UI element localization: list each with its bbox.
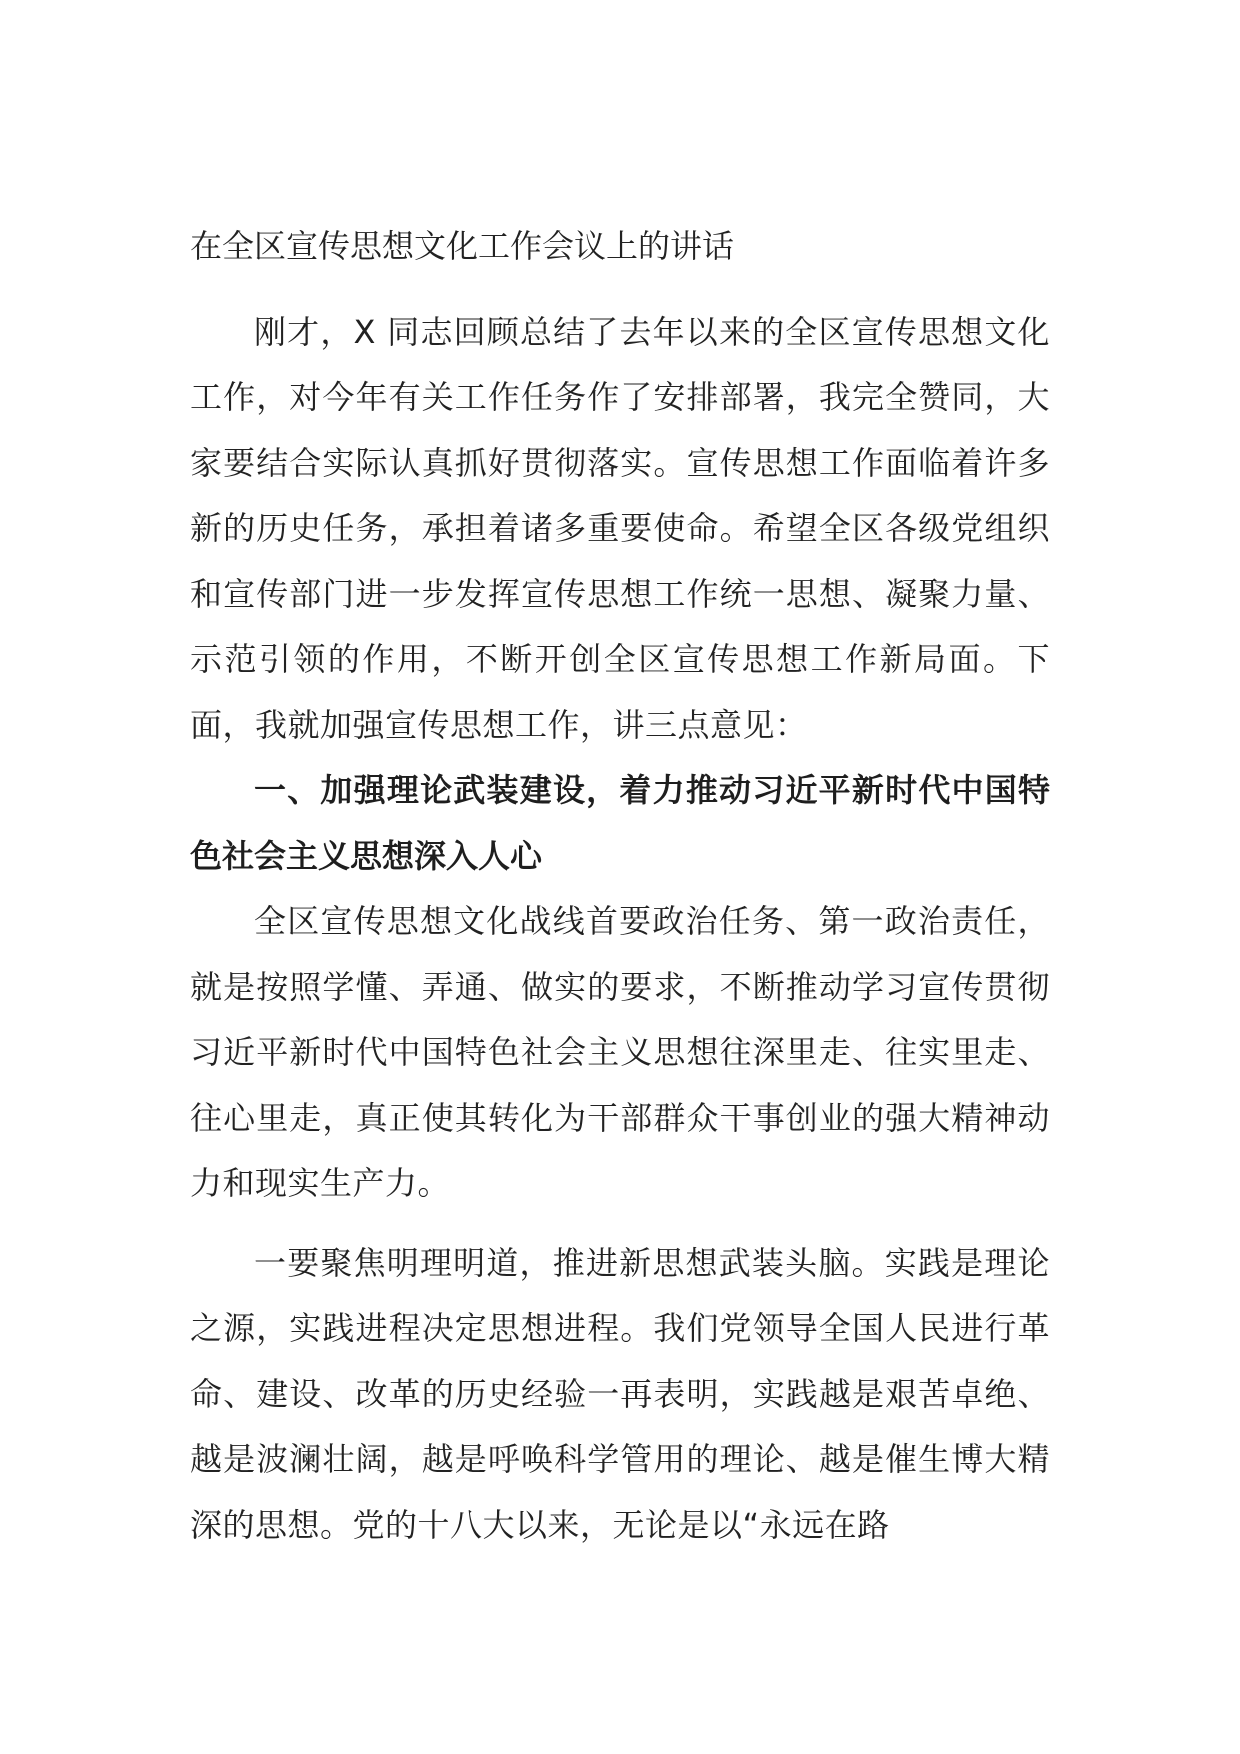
section-heading: 一、加强理论武装建设，着力推动习近平新时代中国特色社会主义思想深入人心 xyxy=(190,771,1050,875)
document-page xyxy=(190,214,1050,1558)
paragraph-intro: 刚才，X 同志回顾总结了去年以来的全区宣传思想文化工作，对今年有关工作任务作了安排部署，我完全赞同，大家要结合实际认真抓好贯彻落实。宣传思想工作面临着许多新的历史任务，承担着诸多重要使命。希望全区各级党组织和宣传部门进一步发挥宣传思想工作统一思想、凝聚力量、示范引领的作用，不断开创全区宣传思想工作新局面。下面，我就加强宣传思想工作，讲三点意见： xyxy=(190,312,1050,744)
document-title: 在全区宣传思想文化工作会议上的讲话 xyxy=(190,227,735,265)
paragraph-body: 全区宣传思想文化战线首要政治任务、第一政治责任，就是按照学懂、弄通、做实的要求，不断推动学习宣传贯彻习近平新时代中国特色社会主义思想往深里走、往实里走、往心里走，真正使其转化为干部群众干事创业的强大精神动力和现实生产力。 xyxy=(190,902,1050,1202)
paragraph-body: 一要聚焦明理明道，推进新思想武装头脑。实践是理论之源，实践进程决定思想进程。我们党领导全国人民进行革命、建设、改革的历史经验一再表明，实践越是艰苦卓绝、越是波澜壮阔，越是呼唤科学管用的理论、越是催生博大精深的思想。党的十八大以来，无论是以“永远在路 xyxy=(190,1243,1050,1544)
